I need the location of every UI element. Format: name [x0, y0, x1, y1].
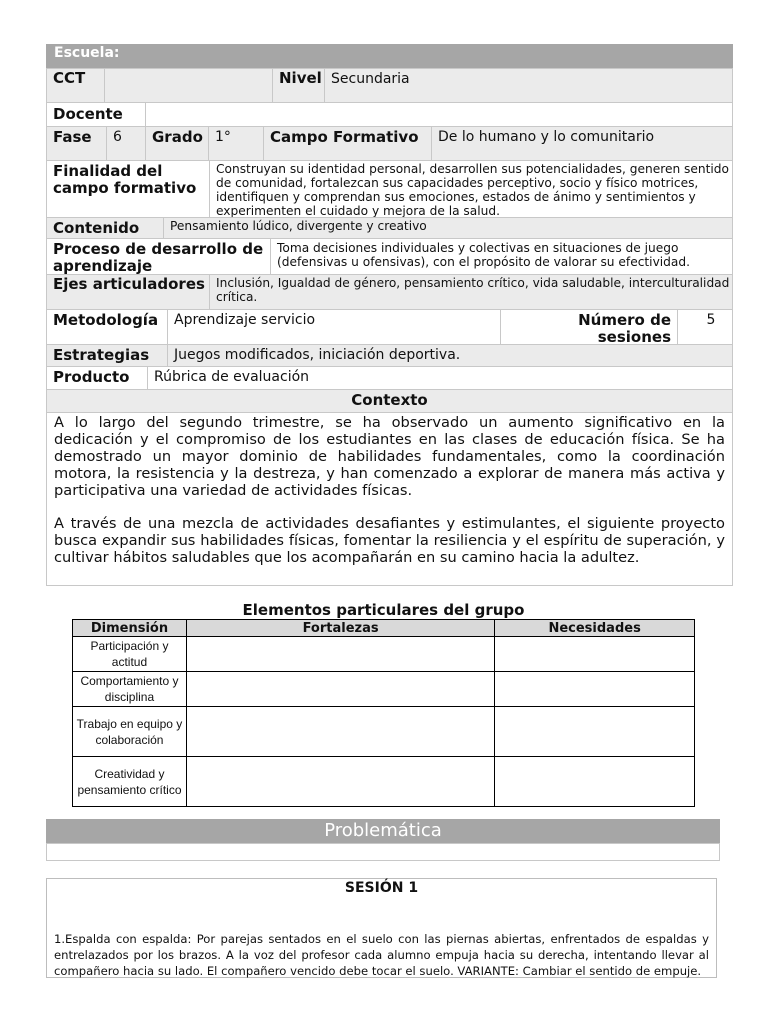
- fase-label: Fase: [46, 126, 107, 161]
- sesiones-label: Número de sesiones: [500, 309, 678, 345]
- fase-value: 6: [106, 126, 146, 161]
- elementos-header-row: [73, 620, 695, 637]
- estrategias-value: Juegos modificados, iniciación deportiva.: [167, 344, 733, 367]
- campo-formativo-label: Campo Formativo: [263, 126, 432, 161]
- sesion-box: [46, 878, 717, 978]
- grado-label: Grado: [145, 126, 209, 161]
- producto-label: Producto: [46, 366, 148, 390]
- contexto-paragraph-2: A través de una mezcla de actividades desafiantes y estimulantes, el siguiente proyecto busca expandir sus habilidades físicas, fomentar la resiliencia y el espíritu de superación, y cultivar hábitos saludables que los acompañarán en su camino hacia la adultez.: [54, 515, 725, 566]
- fortalezas-cell[interactable]: [186, 672, 494, 707]
- fortalezas-cell[interactable]: [186, 707, 494, 757]
- sesion-text: 1.Espalda con espalda: Por parejas sentados en el suelo con las piernas abiertas, enfrentados de espaldas y entrelazados por los brazos. A la voz del profesor cada alumno empuja hacia su derecha, intentando llevar al compañero hacia su lado. El compañero vencido debe tocar el suelo. VARIANTE: Cambiar el sentido de empuje.: [54, 932, 709, 978]
- dimension-cell: Trabajo en equipo y colaboración: [73, 707, 187, 757]
- table-row: [73, 672, 695, 707]
- column-header-dimension: Dimensión: [73, 620, 187, 637]
- necesidades-cell[interactable]: [495, 637, 695, 672]
- dimension-cell: Participación y actitud: [73, 637, 187, 672]
- elementos-table: [72, 619, 695, 807]
- grado-value: 1°: [208, 126, 264, 161]
- necesidades-cell[interactable]: [495, 757, 695, 807]
- ejes-label: Ejes articuladores: [46, 274, 210, 310]
- ejes-value: Inclusión, Igualdad de género, pensamiento crítico, vida saludable, interculturalidad crítica.: [209, 274, 733, 310]
- producto-value: Rúbrica de evaluación: [147, 366, 733, 390]
- metodologia-value: Aprendizaje servicio: [167, 309, 501, 345]
- cct-label: CCT: [46, 68, 105, 103]
- sesiones-value: 5: [677, 309, 733, 345]
- cct-field[interactable]: [104, 68, 273, 103]
- nivel-value: Secundaria: [324, 68, 733, 103]
- column-header-necesidades: Necesidades: [495, 620, 695, 637]
- finalidad-label: Finalidad del campo formativo: [46, 160, 210, 218]
- column-header-fortalezas: Fortalezas: [186, 620, 494, 637]
- elementos-title: Elementos particulares del grupo: [242, 601, 525, 619]
- problematica-title: Problemática: [46, 819, 720, 843]
- fortalezas-cell[interactable]: [186, 637, 494, 672]
- problematica-field[interactable]: [46, 843, 720, 861]
- necesidades-cell[interactable]: [495, 707, 695, 757]
- fortalezas-cell[interactable]: [186, 757, 494, 807]
- necesidades-cell[interactable]: [495, 672, 695, 707]
- nivel-label: Nivel: [272, 68, 325, 103]
- school-header: [46, 44, 733, 68]
- pda-label: Proceso de desarrollo de aprendizaje: [46, 238, 271, 275]
- campo-formativo-value: De lo humano y lo comunitario: [431, 126, 733, 161]
- contenido-label: Contenido: [46, 217, 164, 239]
- docente-label: Docente: [46, 102, 146, 127]
- table-row: [73, 757, 695, 807]
- dimension-cell: Comportamiento y disciplina: [73, 672, 187, 707]
- table-row: [73, 637, 695, 672]
- table-row: [73, 707, 695, 757]
- sesion-title: SESIÓN 1: [344, 880, 419, 896]
- contexto-body: [46, 412, 733, 586]
- contexto-paragraph-1: A lo largo del segundo trimestre, se ha observado un aumento significativo en la dedicación y el compromiso de los estudiantes en las clases de educación física. Se ha demostrado un mayor dominio de habilidades fundamentales, como la coordinación motora, la resistencia y la destreza, y han comenzado a explorar de manera más activa y participativa una variedad de actividades físicas.: [54, 414, 725, 499]
- pda-value: Toma decisiones individuales y colectivas en situaciones de juego (defensivas u ofensivas), con el propósito de valorar su efectividad.: [270, 238, 733, 275]
- docente-field[interactable]: [145, 102, 733, 127]
- dimension-cell: Creatividad y pensamiento crítico: [73, 757, 187, 807]
- contenido-value: Pensamiento lúdico, divergente y creativo: [163, 217, 733, 239]
- contexto-title: Contexto: [46, 389, 733, 413]
- school-label: Escuela:: [54, 45, 120, 61]
- finalidad-value: Construyan su identidad personal, desarrollen sus potencialidades, generen sentido de comunidad, fortalezcan sus capacidades perceptivo, socio y físico motrices, identifiquen y comprendan sus emociones, estados de ánimo y sentimientos y experimenten el cuidado y mejora de la salud.: [209, 160, 733, 218]
- metodologia-label: Metodología: [46, 309, 168, 345]
- estrategias-label: Estrategias: [46, 344, 168, 367]
